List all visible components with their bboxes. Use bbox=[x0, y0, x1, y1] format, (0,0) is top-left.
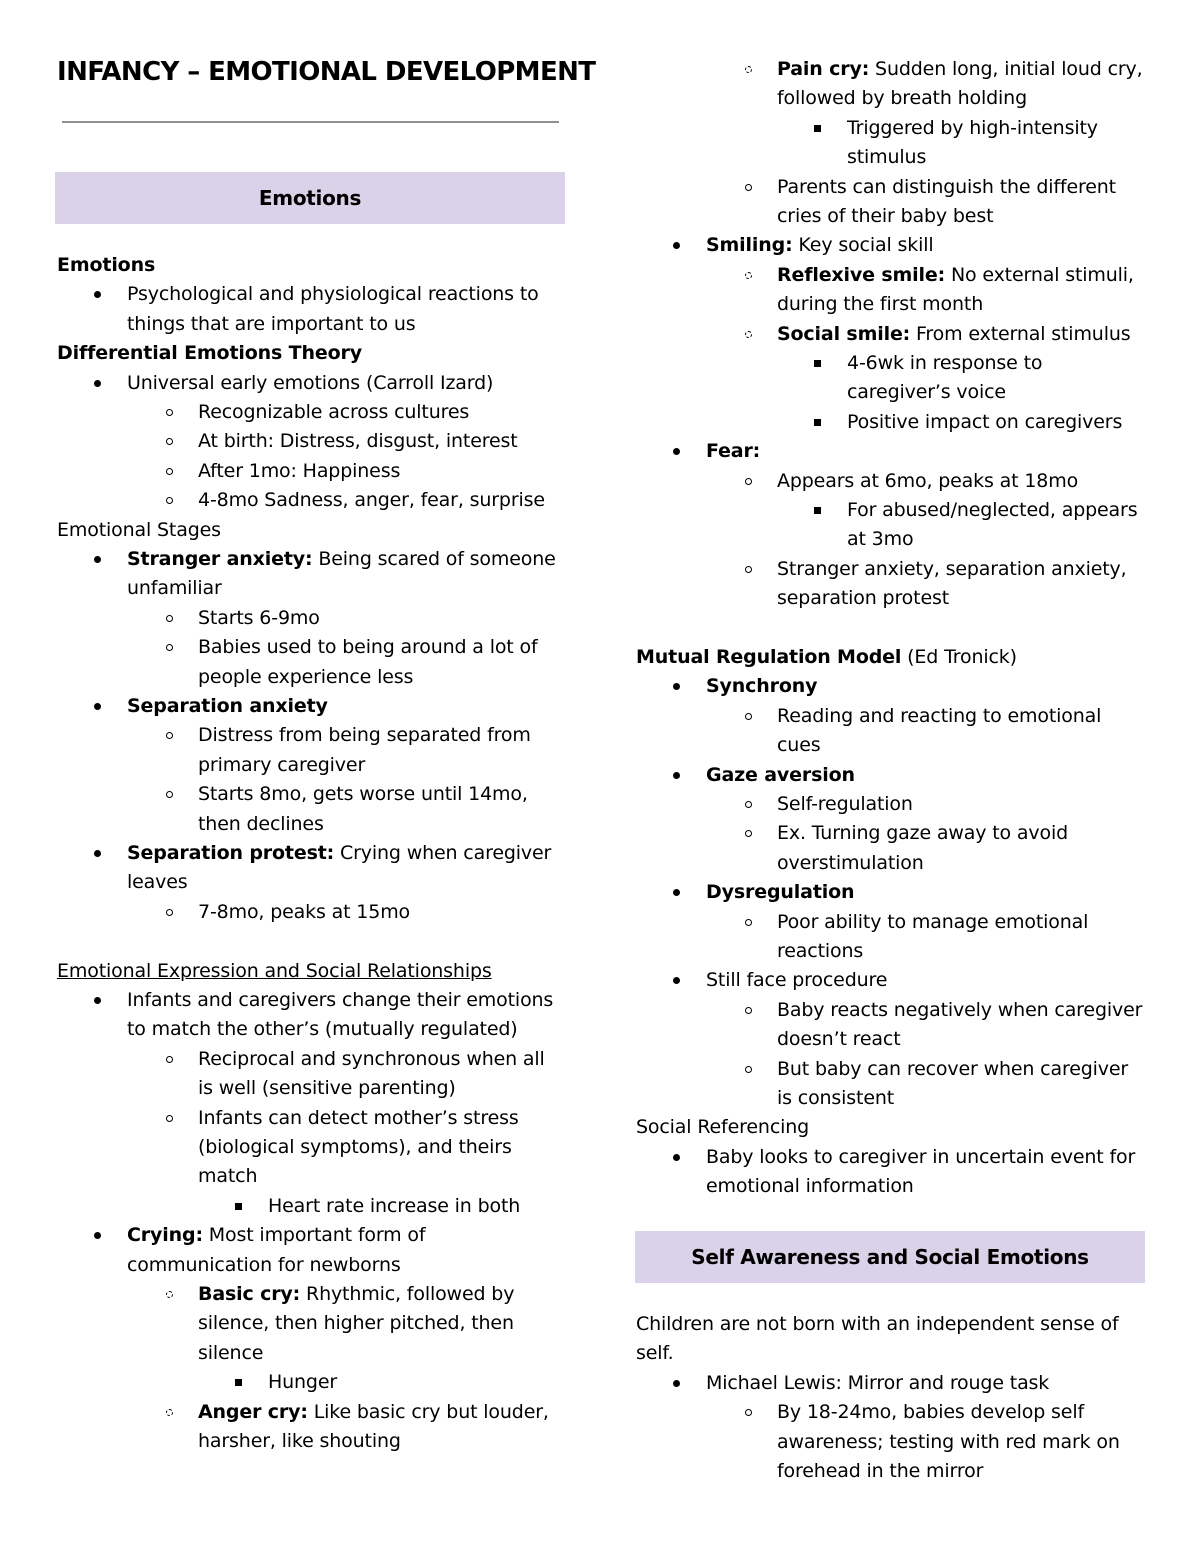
line-text: Stranger anxiety, separation anxiety, bbox=[777, 557, 1127, 580]
outline-line bbox=[198, 1104, 519, 1133]
outline-line bbox=[777, 290, 983, 319]
line-text: Synchrony bbox=[706, 675, 818, 698]
bullet-disc-icon bbox=[90, 369, 104, 398]
bullet-disc-icon bbox=[669, 1143, 683, 1172]
outline-line bbox=[777, 937, 863, 966]
outline-line bbox=[777, 173, 1116, 202]
line-text: Positive impact on caregivers bbox=[847, 410, 1123, 433]
line-text: Universal early emotions (Carroll Izard) bbox=[127, 371, 494, 394]
line-text: 4-6wk in response to bbox=[847, 352, 1043, 374]
outline-line bbox=[777, 1084, 894, 1113]
line-text: Appears at 6mo, peaks at 18mo bbox=[777, 469, 1079, 492]
outline-line bbox=[777, 84, 1027, 113]
outline-line bbox=[847, 525, 913, 554]
outline-line bbox=[198, 427, 518, 456]
bullet-disc-icon bbox=[669, 672, 683, 701]
circ-marker-icon bbox=[745, 478, 752, 485]
circ-marker-icon bbox=[745, 801, 752, 808]
line-text: Gaze aversion bbox=[706, 763, 855, 786]
line-text: stimulus bbox=[847, 146, 927, 169]
term-definition: Most important form of bbox=[202, 1224, 426, 1247]
outline-line bbox=[706, 761, 855, 790]
outline-line bbox=[198, 1045, 545, 1074]
line-text: Self-regulation bbox=[777, 793, 913, 815]
title-divider bbox=[62, 121, 559, 123]
bullet-circ-icon bbox=[162, 1045, 176, 1074]
circ-marker-icon bbox=[166, 1056, 173, 1063]
disc-marker-icon bbox=[94, 380, 101, 387]
line-text: 7-8mo, peaks at 15mo bbox=[198, 900, 411, 923]
outline-line bbox=[777, 731, 820, 760]
disc-marker-icon bbox=[94, 997, 101, 1004]
term-definition: Key social skill bbox=[792, 234, 934, 257]
outline-line bbox=[777, 1025, 901, 1054]
bullet-circ-icon bbox=[162, 898, 176, 927]
bullet-disc-icon bbox=[90, 280, 104, 309]
outline-line bbox=[57, 516, 221, 545]
line-text: reactions bbox=[777, 940, 864, 962]
outline-line bbox=[198, 1309, 514, 1338]
disc-marker-icon bbox=[673, 1380, 680, 1387]
bullet-sq-icon bbox=[231, 1192, 245, 1221]
outline-line bbox=[777, 849, 924, 878]
line-text: Infants can detect mother’s stress bbox=[198, 1106, 519, 1129]
outline-line bbox=[127, 1251, 401, 1280]
term-definition: Like basic cry but louder, bbox=[307, 1400, 549, 1423]
sq-marker-icon bbox=[235, 1203, 242, 1210]
line-text: Babies used to being around a lot of bbox=[198, 636, 538, 659]
bullet-circ-icon bbox=[162, 604, 176, 633]
line-text: Reading and reacting to emotional bbox=[777, 704, 1102, 727]
outline-line bbox=[706, 231, 933, 260]
term-definition: Rhythmic, followed by bbox=[300, 1283, 515, 1305]
line-text: Starts 6-9mo bbox=[198, 606, 320, 629]
outline-line bbox=[847, 143, 926, 172]
line-text: separation protest bbox=[777, 587, 950, 610]
line-text: caregiver’s voice bbox=[847, 381, 1006, 404]
circ-marker-icon bbox=[166, 497, 173, 504]
sq-marker-icon bbox=[235, 1379, 242, 1386]
outline-line bbox=[847, 378, 1006, 407]
line-text: At birth: Distress, disgust, interest bbox=[198, 430, 518, 453]
bullet-circ-icon bbox=[162, 427, 176, 456]
sq-marker-icon bbox=[814, 419, 821, 426]
outline-line bbox=[777, 584, 949, 613]
bullet-disc-icon bbox=[90, 692, 104, 721]
outline-line bbox=[777, 1055, 1128, 1084]
line-text: silence bbox=[198, 1341, 264, 1364]
line-text: then declines bbox=[198, 812, 324, 835]
bullet-dcirc-icon bbox=[162, 1398, 176, 1427]
bullet-sq-icon bbox=[810, 408, 824, 437]
term-label: Smiling: bbox=[706, 234, 793, 257]
circ-marker-icon bbox=[166, 732, 173, 739]
outline-line bbox=[127, 868, 188, 897]
line-text: Hunger bbox=[268, 1371, 338, 1394]
outline-line bbox=[198, 1280, 514, 1309]
outline-line bbox=[777, 1457, 983, 1486]
outline-line bbox=[57, 957, 492, 986]
line-text: emotional information bbox=[706, 1175, 914, 1198]
line-text: communication for newborns bbox=[127, 1253, 401, 1276]
bullet-dcirc-icon bbox=[162, 1280, 176, 1309]
circ-marker-icon bbox=[745, 1066, 752, 1073]
line-text: Poor ability to manage emotional bbox=[777, 910, 1089, 933]
outline-line bbox=[198, 780, 528, 809]
line-text: forehead in the mirror bbox=[777, 1460, 984, 1482]
disc-marker-icon bbox=[94, 1232, 101, 1239]
outline-line bbox=[777, 1398, 1084, 1427]
bullet-circ-icon bbox=[162, 398, 176, 427]
bullet-sq-icon bbox=[810, 114, 824, 143]
circ-marker-icon bbox=[166, 791, 173, 798]
disc-marker-icon bbox=[94, 703, 101, 710]
line-text: primary caregiver bbox=[198, 753, 366, 776]
circ-marker-icon bbox=[745, 713, 752, 720]
term-label: Pain cry: bbox=[777, 58, 870, 80]
outline-line bbox=[268, 1192, 520, 1221]
line-text: Emotional Expression and Social Relationships bbox=[57, 959, 492, 982]
section-banner-self-awareness: Self Awareness and Social Emotions bbox=[635, 1231, 1145, 1283]
dcirc-marker-icon bbox=[166, 1291, 173, 1298]
line-text: Fear: bbox=[706, 440, 761, 463]
line-text: Recognizable across cultures bbox=[198, 401, 470, 423]
line-text: Separation anxiety bbox=[127, 695, 328, 717]
bullet-disc-icon bbox=[669, 966, 683, 995]
line-text: leaves bbox=[127, 871, 188, 894]
line-text: people experience less bbox=[198, 665, 414, 688]
disc-marker-icon bbox=[673, 1154, 680, 1161]
line-text: 4-8mo Sadness, anger, fear, surprise bbox=[198, 489, 545, 512]
line-text: Emotions bbox=[57, 254, 156, 276]
line-text: Heart rate increase in both bbox=[268, 1194, 521, 1217]
bullet-disc-icon bbox=[90, 545, 104, 574]
bullet-circ-icon bbox=[741, 790, 755, 819]
outline-line bbox=[706, 437, 760, 466]
outline-line bbox=[777, 908, 1088, 937]
term-definition: Sudden long, initial loud cry, bbox=[869, 58, 1143, 80]
outline-line bbox=[198, 398, 469, 427]
line-text: is consistent bbox=[777, 1087, 895, 1109]
outline-line bbox=[636, 1339, 673, 1368]
outline-line bbox=[127, 986, 553, 1015]
bullet-dcirc-icon bbox=[741, 261, 755, 290]
term-definition: No external stimuli, bbox=[945, 263, 1134, 286]
line-text: harsher, like shouting bbox=[198, 1430, 401, 1452]
outline-line bbox=[847, 349, 1042, 378]
circ-marker-icon bbox=[745, 919, 752, 926]
bullet-circ-icon bbox=[162, 457, 176, 486]
outline-line bbox=[198, 457, 400, 486]
bullet-disc-icon bbox=[90, 1221, 104, 1250]
disc-marker-icon bbox=[673, 889, 680, 896]
disc-marker-icon bbox=[94, 291, 101, 298]
disc-marker-icon bbox=[673, 683, 680, 690]
line-text: Ex. Turning gaze away to avoid bbox=[777, 822, 1069, 845]
outline-line bbox=[127, 1015, 518, 1044]
outline-line bbox=[636, 1113, 809, 1142]
outline-line bbox=[198, 721, 531, 750]
disc-marker-icon bbox=[673, 977, 680, 984]
bullet-sq-icon bbox=[231, 1368, 245, 1397]
bullet-circ-icon bbox=[741, 996, 755, 1025]
outline-line bbox=[198, 1074, 456, 1103]
line-text: Distress from being separated from bbox=[198, 724, 531, 747]
term-label: Stranger anxiety: bbox=[127, 548, 313, 570]
term-label: Crying: bbox=[127, 1224, 203, 1247]
bullet-disc-icon bbox=[669, 1369, 683, 1398]
line-text: at 3mo bbox=[847, 528, 914, 551]
outline-line bbox=[198, 1162, 257, 1191]
outline-line bbox=[777, 1428, 1120, 1457]
circ-marker-icon bbox=[166, 1115, 173, 1122]
outline-line bbox=[127, 280, 539, 309]
line-text: Reciprocal and synchronous when all bbox=[198, 1047, 545, 1070]
term-definition: Crying when caregiver bbox=[334, 842, 552, 864]
bullet-dcirc-icon bbox=[741, 55, 755, 84]
outline-line bbox=[127, 1221, 425, 1250]
line-text: self. bbox=[636, 1342, 674, 1365]
outline-line bbox=[847, 408, 1122, 437]
bullet-circ-icon bbox=[162, 633, 176, 662]
line-text: Emotional Stages bbox=[57, 518, 221, 541]
bullet-circ-icon bbox=[741, 555, 755, 584]
outline-line bbox=[847, 114, 1098, 143]
outline-line bbox=[706, 672, 817, 701]
outline-line bbox=[198, 486, 545, 515]
bullet-circ-icon bbox=[741, 1055, 755, 1084]
term-definition: From external stimulus bbox=[910, 322, 1131, 345]
line-text: things that are important to us bbox=[127, 312, 416, 335]
outline-line bbox=[198, 751, 365, 780]
term-label: Reflexive smile: bbox=[777, 263, 946, 286]
disc-marker-icon bbox=[94, 850, 101, 857]
bullet-dcirc-icon bbox=[741, 320, 755, 349]
outline-line bbox=[198, 898, 410, 927]
line-text: Social Referencing bbox=[636, 1116, 810, 1139]
outline-line bbox=[706, 1369, 1049, 1398]
outline-line bbox=[777, 202, 993, 231]
bullet-disc-icon bbox=[669, 231, 683, 260]
outline-line bbox=[198, 1427, 401, 1456]
outline-line bbox=[706, 878, 854, 907]
circ-marker-icon bbox=[745, 830, 752, 837]
outline-line bbox=[268, 1368, 337, 1397]
line-text: Differential Emotions Theory bbox=[57, 342, 362, 365]
circ-marker-icon bbox=[745, 566, 752, 573]
bullet-disc-icon bbox=[90, 839, 104, 868]
term-definition: Being scared of someone bbox=[312, 548, 556, 570]
term-label: Mutual Regulation Model bbox=[636, 646, 902, 668]
line-text: After 1mo: Happiness bbox=[198, 459, 401, 482]
sq-marker-icon bbox=[814, 507, 821, 514]
outline-line bbox=[127, 574, 222, 603]
bullet-disc-icon bbox=[90, 986, 104, 1015]
bullet-disc-icon bbox=[669, 437, 683, 466]
line-text: cues bbox=[777, 734, 821, 757]
bullet-circ-icon bbox=[741, 1398, 755, 1427]
line-text: Parents can distinguish the different bbox=[777, 175, 1116, 198]
line-text: Michael Lewis: Mirror and rouge task bbox=[706, 1371, 1050, 1394]
disc-marker-icon bbox=[673, 448, 680, 455]
line-text: unfamiliar bbox=[127, 577, 222, 600]
line-text: Children are not born with an independent sense of bbox=[636, 1313, 1119, 1335]
line-text: Baby looks to caregiver in uncertain event for bbox=[706, 1145, 1136, 1168]
term-label: Separation protest: bbox=[127, 842, 335, 864]
dcirc-marker-icon bbox=[745, 66, 752, 73]
line-text: By 18-24mo, babies develop self bbox=[777, 1401, 1085, 1424]
section-banner-emotions: Emotions bbox=[55, 172, 565, 224]
dcirc-marker-icon bbox=[166, 1409, 173, 1416]
line-text: is well (sensitive parenting) bbox=[198, 1077, 456, 1100]
bullet-circ-icon bbox=[162, 780, 176, 809]
outline-line bbox=[127, 310, 416, 339]
outline-line bbox=[706, 1143, 1135, 1172]
circ-marker-icon bbox=[745, 184, 752, 191]
term-definition: (Ed Tronick) bbox=[901, 646, 1017, 668]
bullet-circ-icon bbox=[741, 819, 755, 848]
bullet-circ-icon bbox=[162, 721, 176, 750]
outline-line bbox=[777, 261, 1134, 290]
disc-marker-icon bbox=[94, 556, 101, 563]
outline-line bbox=[198, 633, 538, 662]
outline-line bbox=[57, 251, 155, 280]
term-label: Basic cry: bbox=[198, 1283, 301, 1305]
outline-line bbox=[777, 790, 913, 819]
outline-line bbox=[777, 702, 1101, 731]
line-text: during the first month bbox=[777, 293, 984, 316]
outline-line bbox=[847, 496, 1137, 525]
outline-line bbox=[636, 1310, 1119, 1339]
line-text: (biological symptoms), and theirs bbox=[198, 1136, 512, 1158]
outline-line bbox=[198, 663, 413, 692]
outline-line bbox=[198, 604, 320, 633]
sq-marker-icon bbox=[814, 360, 821, 367]
outline-line bbox=[127, 692, 328, 721]
line-text: But baby can recover when caregiver bbox=[777, 1057, 1129, 1080]
sq-marker-icon bbox=[814, 125, 821, 132]
outline-line bbox=[198, 1398, 549, 1427]
outline-line bbox=[127, 839, 551, 868]
bullet-disc-icon bbox=[669, 878, 683, 907]
outline-line bbox=[777, 996, 1142, 1025]
line-text: Psychological and physiological reactions to bbox=[127, 283, 539, 306]
line-text: For abused/neglected, appears bbox=[847, 499, 1138, 521]
circ-marker-icon bbox=[166, 909, 173, 916]
line-text: cries of their baby best bbox=[777, 205, 994, 227]
outline-line bbox=[127, 369, 493, 398]
bullet-sq-icon bbox=[810, 496, 824, 525]
circ-marker-icon bbox=[166, 644, 173, 651]
dcirc-marker-icon bbox=[745, 331, 752, 338]
circ-marker-icon bbox=[166, 468, 173, 475]
circ-marker-icon bbox=[166, 438, 173, 445]
line-text: Still face procedure bbox=[706, 969, 888, 992]
line-text: to match the other’s (mutually regulated) bbox=[127, 1018, 518, 1041]
circ-marker-icon bbox=[166, 615, 173, 622]
outline-line bbox=[777, 467, 1078, 496]
outline-line bbox=[777, 55, 1143, 84]
page-title: INFANCY – EMOTIONAL DEVELOPMENT bbox=[57, 57, 596, 87]
bullet-circ-icon bbox=[741, 467, 755, 496]
line-text: followed by breath holding bbox=[777, 87, 1027, 110]
bullet-circ-icon bbox=[162, 486, 176, 515]
term-label: Social smile: bbox=[777, 322, 911, 345]
circ-marker-icon bbox=[745, 1007, 752, 1014]
line-text: doesn’t react bbox=[777, 1028, 901, 1051]
outline-line bbox=[198, 1133, 512, 1162]
circ-marker-icon bbox=[745, 1409, 752, 1416]
disc-marker-icon bbox=[673, 242, 680, 249]
bullet-circ-icon bbox=[741, 908, 755, 937]
dcirc-marker-icon bbox=[745, 272, 752, 279]
outline-line bbox=[636, 643, 1017, 672]
outline-line bbox=[127, 545, 556, 574]
line-text: Infants and caregivers change their emotions bbox=[127, 989, 554, 1011]
line-text: Dysregulation bbox=[706, 881, 855, 904]
outline-line bbox=[777, 555, 1127, 584]
line-text: silence, then higher pitched, then bbox=[198, 1312, 514, 1335]
bullet-circ-icon bbox=[741, 702, 755, 731]
disc-marker-icon bbox=[673, 772, 680, 779]
bullet-circ-icon bbox=[741, 173, 755, 202]
outline-line bbox=[198, 1339, 263, 1368]
outline-line bbox=[777, 320, 1130, 349]
outline-line bbox=[57, 339, 362, 368]
term-label: Anger cry: bbox=[198, 1400, 308, 1423]
circ-marker-icon bbox=[166, 409, 173, 416]
bullet-circ-icon bbox=[162, 1104, 176, 1133]
line-text: overstimulation bbox=[777, 851, 924, 874]
outline-line bbox=[777, 819, 1068, 848]
line-text: awareness; testing with red mark on bbox=[777, 1430, 1120, 1453]
outline-line bbox=[706, 966, 887, 995]
line-text: Starts 8mo, gets worse until 14mo, bbox=[198, 783, 528, 806]
line-text: match bbox=[198, 1165, 258, 1188]
outline-line bbox=[198, 810, 324, 839]
bullet-disc-icon bbox=[669, 761, 683, 790]
line-text: Triggered by high-intensity bbox=[847, 116, 1098, 139]
bullet-sq-icon bbox=[810, 349, 824, 378]
outline-line bbox=[706, 1172, 914, 1201]
line-text: Baby reacts negatively when caregiver bbox=[777, 998, 1143, 1021]
